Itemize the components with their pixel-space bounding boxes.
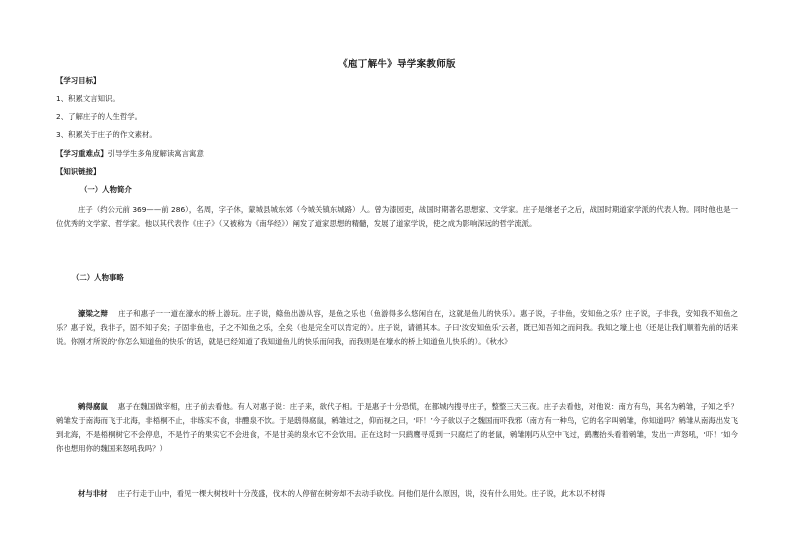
key-points-text: 引导学生多角度解读寓言寓意 [107, 149, 204, 158]
key-points-heading: 【学习重难点】 [56, 149, 108, 158]
goal-item-2: 2、了解庄子的人生哲学。 [56, 112, 143, 121]
learning-goals-heading: 【学习目标】 [56, 76, 101, 85]
story-debate-title: 濠梁之辩 [78, 309, 109, 318]
story-useful-useless-text: 庄子行走于山中，看见一棵大树枝叶十分茂盛，伐木的人停留在树旁却不去动手砍伐。问他们是什么原因，说，没有什么用处。庄子说，此木以不材得 [117, 489, 606, 498]
page-title: 《庖丁解牛》导学案教师版 [338, 59, 456, 70]
story-debate-text: 庄子和惠子一一道在濠水的桥上游玩。庄子说，鲦鱼出游从容，是鱼之乐也（鱼游得多么悠闲自在，这就是鱼儿的快乐）。惠子说，子非鱼，安知鱼之乐？庄子说，子非我，安知我不知鱼之乐？惠子说，我非子，固不知子矣；子固非鱼也，子之不知鱼之乐，全矣（也是完全可以肯定的）。庄子说，请循其本。子曰‘汝安知鱼乐’云者，既已知吾知之而问我。我知之壕上也（还是让我们顺着先前的话来说。你刚才所说的‘你怎么知道鱼的快乐’的话，就是已经知道了我知道鱼儿的快乐而问我，而我则是在壕水的桥上知道鱼儿快乐的）。《秋水》 [56, 309, 738, 346]
goal-item-3: 3、积累关于庄子的作文素材。 [56, 130, 157, 139]
story-rotten-rat-title: 鹓得腐鼠 [78, 402, 108, 411]
story-rotten-rat-paragraph [56, 400, 738, 456]
bio-paragraph: 庄子（约公元前 369——前 286），名周，字子休，蒙城县城东郊（今城关镇东城路）人。曾为漆园吏，战国时期著名思想家、文学家。庄子是继老子之后，战国时期道家学派的代表人物。同时他也是一位优秀的文学家、哲学家。他以其代表作《庄子》（又被称为《南华经》）阐发了道家思想的精髓，发展了道家学说，使之成为影响深远的哲学流派。 [56, 205, 738, 228]
story-debate-paragraph [56, 307, 738, 349]
story-useful-useless-title: 材与非材 [78, 489, 108, 498]
knowledge-link-heading: 【知识链接】 [56, 167, 101, 176]
goal-item-1: 1、积累文言知识。 [56, 94, 120, 103]
story-useful-useless-paragraph [56, 487, 738, 501]
story-rotten-rat-text: 惠子在魏国做宰相，庄子前去看他。有人对惠子说：庄子来，欲代子相。于是惠子十分恐慌，在都城内搜寻庄子，整整三天三夜。庄子去看他，对他说：南方有鸟，其名为鹓雏，子知之乎？鹓雏发于南海而飞于北海，非梧桐不止，非练实不食，非醴泉不饮。于是鸱得腐鼠，鹓雏过之，仰而视之曰，‘吓！’今子欲以子之魏国而吓我邪（南方有一种鸟，它的名字叫鹓雏，你知道吗？鹓雏从南海出发飞到北海，不是梧桐树它不会停息，不是竹子的果实它不会进食，不是甘美的泉水它不会饮用。正在这时一只鹞鹰寻觅到一只腐烂了的老鼠，鹓雏刚巧从空中飞过，鹞鹰抬头看着鹓雏，发出一声怒吼，‘吓！’如今你也想用你的魏国来怒吼我吗？） [56, 402, 738, 453]
key-points-line [56, 148, 204, 159]
section-bio-heading: （一）人物简介 [80, 185, 132, 194]
section-anecdotes-heading: （二）人物事略 [72, 273, 124, 282]
